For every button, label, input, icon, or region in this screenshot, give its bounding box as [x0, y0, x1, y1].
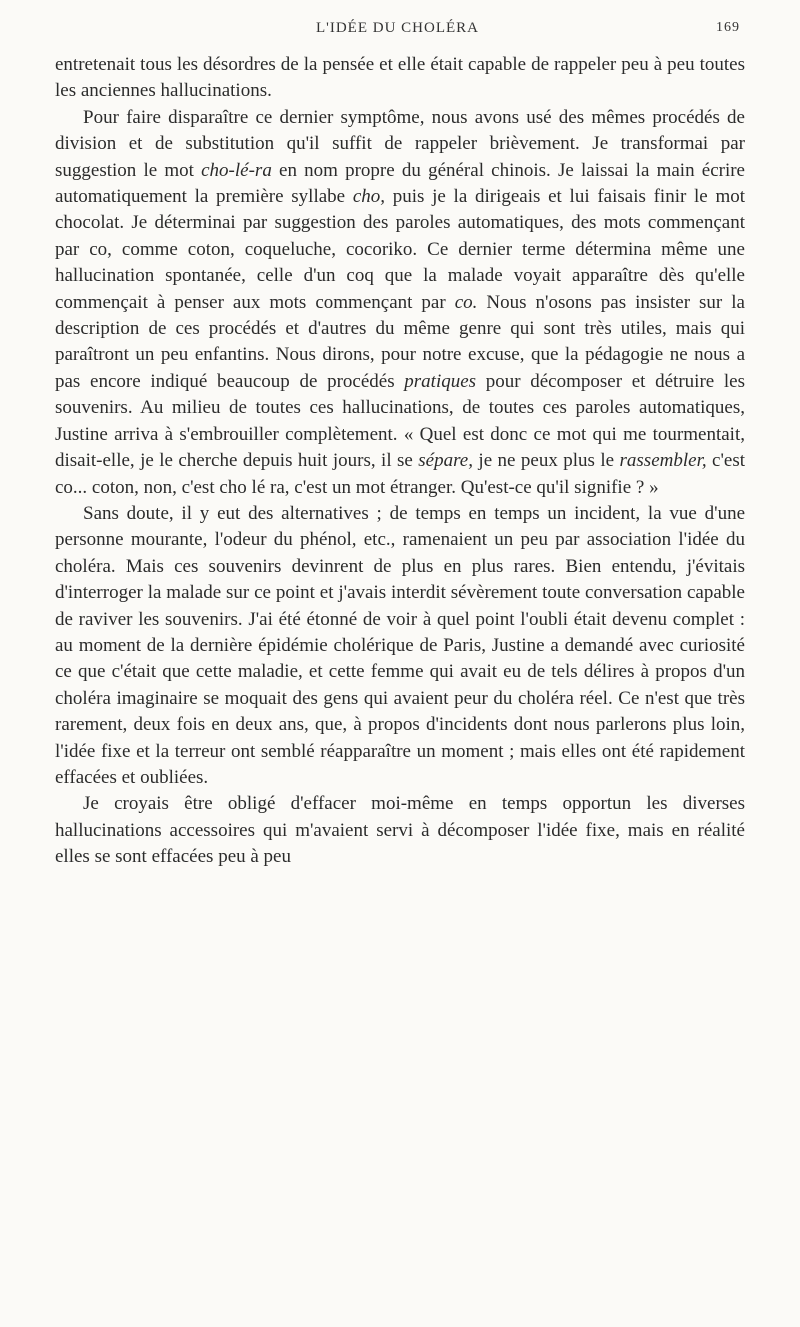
running-title: L'IDÉE DU CHOLÉRA — [315, 20, 479, 36]
page-header — [55, 18, 740, 42]
italic-term: sépare, — [418, 450, 473, 472]
paragraph-2 — [55, 105, 745, 501]
text-run: Nous n'osons pas insister sur la description de ces procédés et d'autres du même genre qui sont très utiles, mais qui paraîtront un peu enfantins. Nous dirons, pour notre excuse, que la pédagogie ne nous a pas encore indiqué beaucoup de procédés — [55, 291, 745, 392]
italic-term: pratiques — [404, 370, 477, 392]
text-run: Je croyais être obligé d'effacer moi-même en temps opportun les diverses hallucinations accessoires qui m'avaient servi à décomposer l'idée fixe, mais en réalité elles se sont effacées peu à peu — [55, 793, 745, 868]
text-run: c'est co... coton, non, c'est cho lé ra, c'est un mot étranger. Qu'est-ce qu'il signifie ? » — [55, 450, 745, 498]
text-run: pour décomposer et détruire les souvenirs. Au milieu de toutes ces hallucinations, de toutes ces paroles automatiques, Justine arriva à s'embrouiller complètement. « Quel est donc ce mot qui me tourmentait, disait-elle, je le cherche depuis huit jours, il se — [55, 370, 745, 472]
text-run: puis je la dirigeais et lui faisais finir le mot chocolat. Je déterminai par suggestion des paroles automatiques, des mots commençant par co, comme coton, coqueluche, cocoriko. Ce dernier terme détermina même une hallucination spontanée, celle d'un coq que la malade voyait apparaître dès qu'elle commençait à penser aux mots commençant par — [55, 186, 746, 313]
body-text — [55, 52, 745, 871]
paragraph-1 — [55, 52, 745, 105]
text-run: en nom propre du général chinois. Je laissai la main écrire automatiquement la première syllabe — [55, 159, 745, 208]
italic-term: rassembler, — [619, 450, 707, 472]
text-run: je ne peux plus le — [472, 450, 620, 472]
italic-term: cho, — [352, 186, 386, 208]
italic-term: co. — [454, 291, 478, 313]
page-number: 169 — [716, 20, 740, 35]
italic-term: cho-lé-ra — [201, 159, 272, 181]
paragraph-4 — [55, 791, 745, 870]
text-run: Sans doute, il y eut des alternatives ; de temps en temps un incident, la vue d'une personne mourante, l'odeur du phénol, etc., ramenaient un peu par association l'idée du choléra. Mais ces souvenirs devinrent de plus en plus rares. Bien entendu, j'évitais d'interroger la malade sur ce point et j'avais interdit sévèrement toute conversation capable de raviver les souvenirs. J'ai été étonné de voir à quel point l'oubli était devenu complet : au moment de la dernière épidémie cholérique de Paris, Justine a demandé avec curiosité ce que c'était que cette maladie, et cette femme qui avait eu de tels délires à propos d'un choléra imaginaire se moquait des gens qui avaient peur du choléra réel. Ce n'est que très rarement, deux fois en deux ans, que, à propos d'incidents dont nous parlerons plus loin, l'idée fixe et la terreur ont semblé réapparaître un moment ; mais elles ont été rapidement effacées et oubliées. — [55, 502, 745, 788]
paragraph-3 — [55, 501, 745, 791]
text-run: Pour faire disparaître ce dernier symptôme, nous avons usé des mêmes procédés de division et de substitution qu'il suffit de rappeler brièvement. Je transformai par suggestion le mot — [55, 106, 745, 181]
text-run: entretenait tous les désordres de la pensée et elle était capable de rappeler peu à peu toutes les anciennes hallucinations. — [55, 54, 745, 102]
